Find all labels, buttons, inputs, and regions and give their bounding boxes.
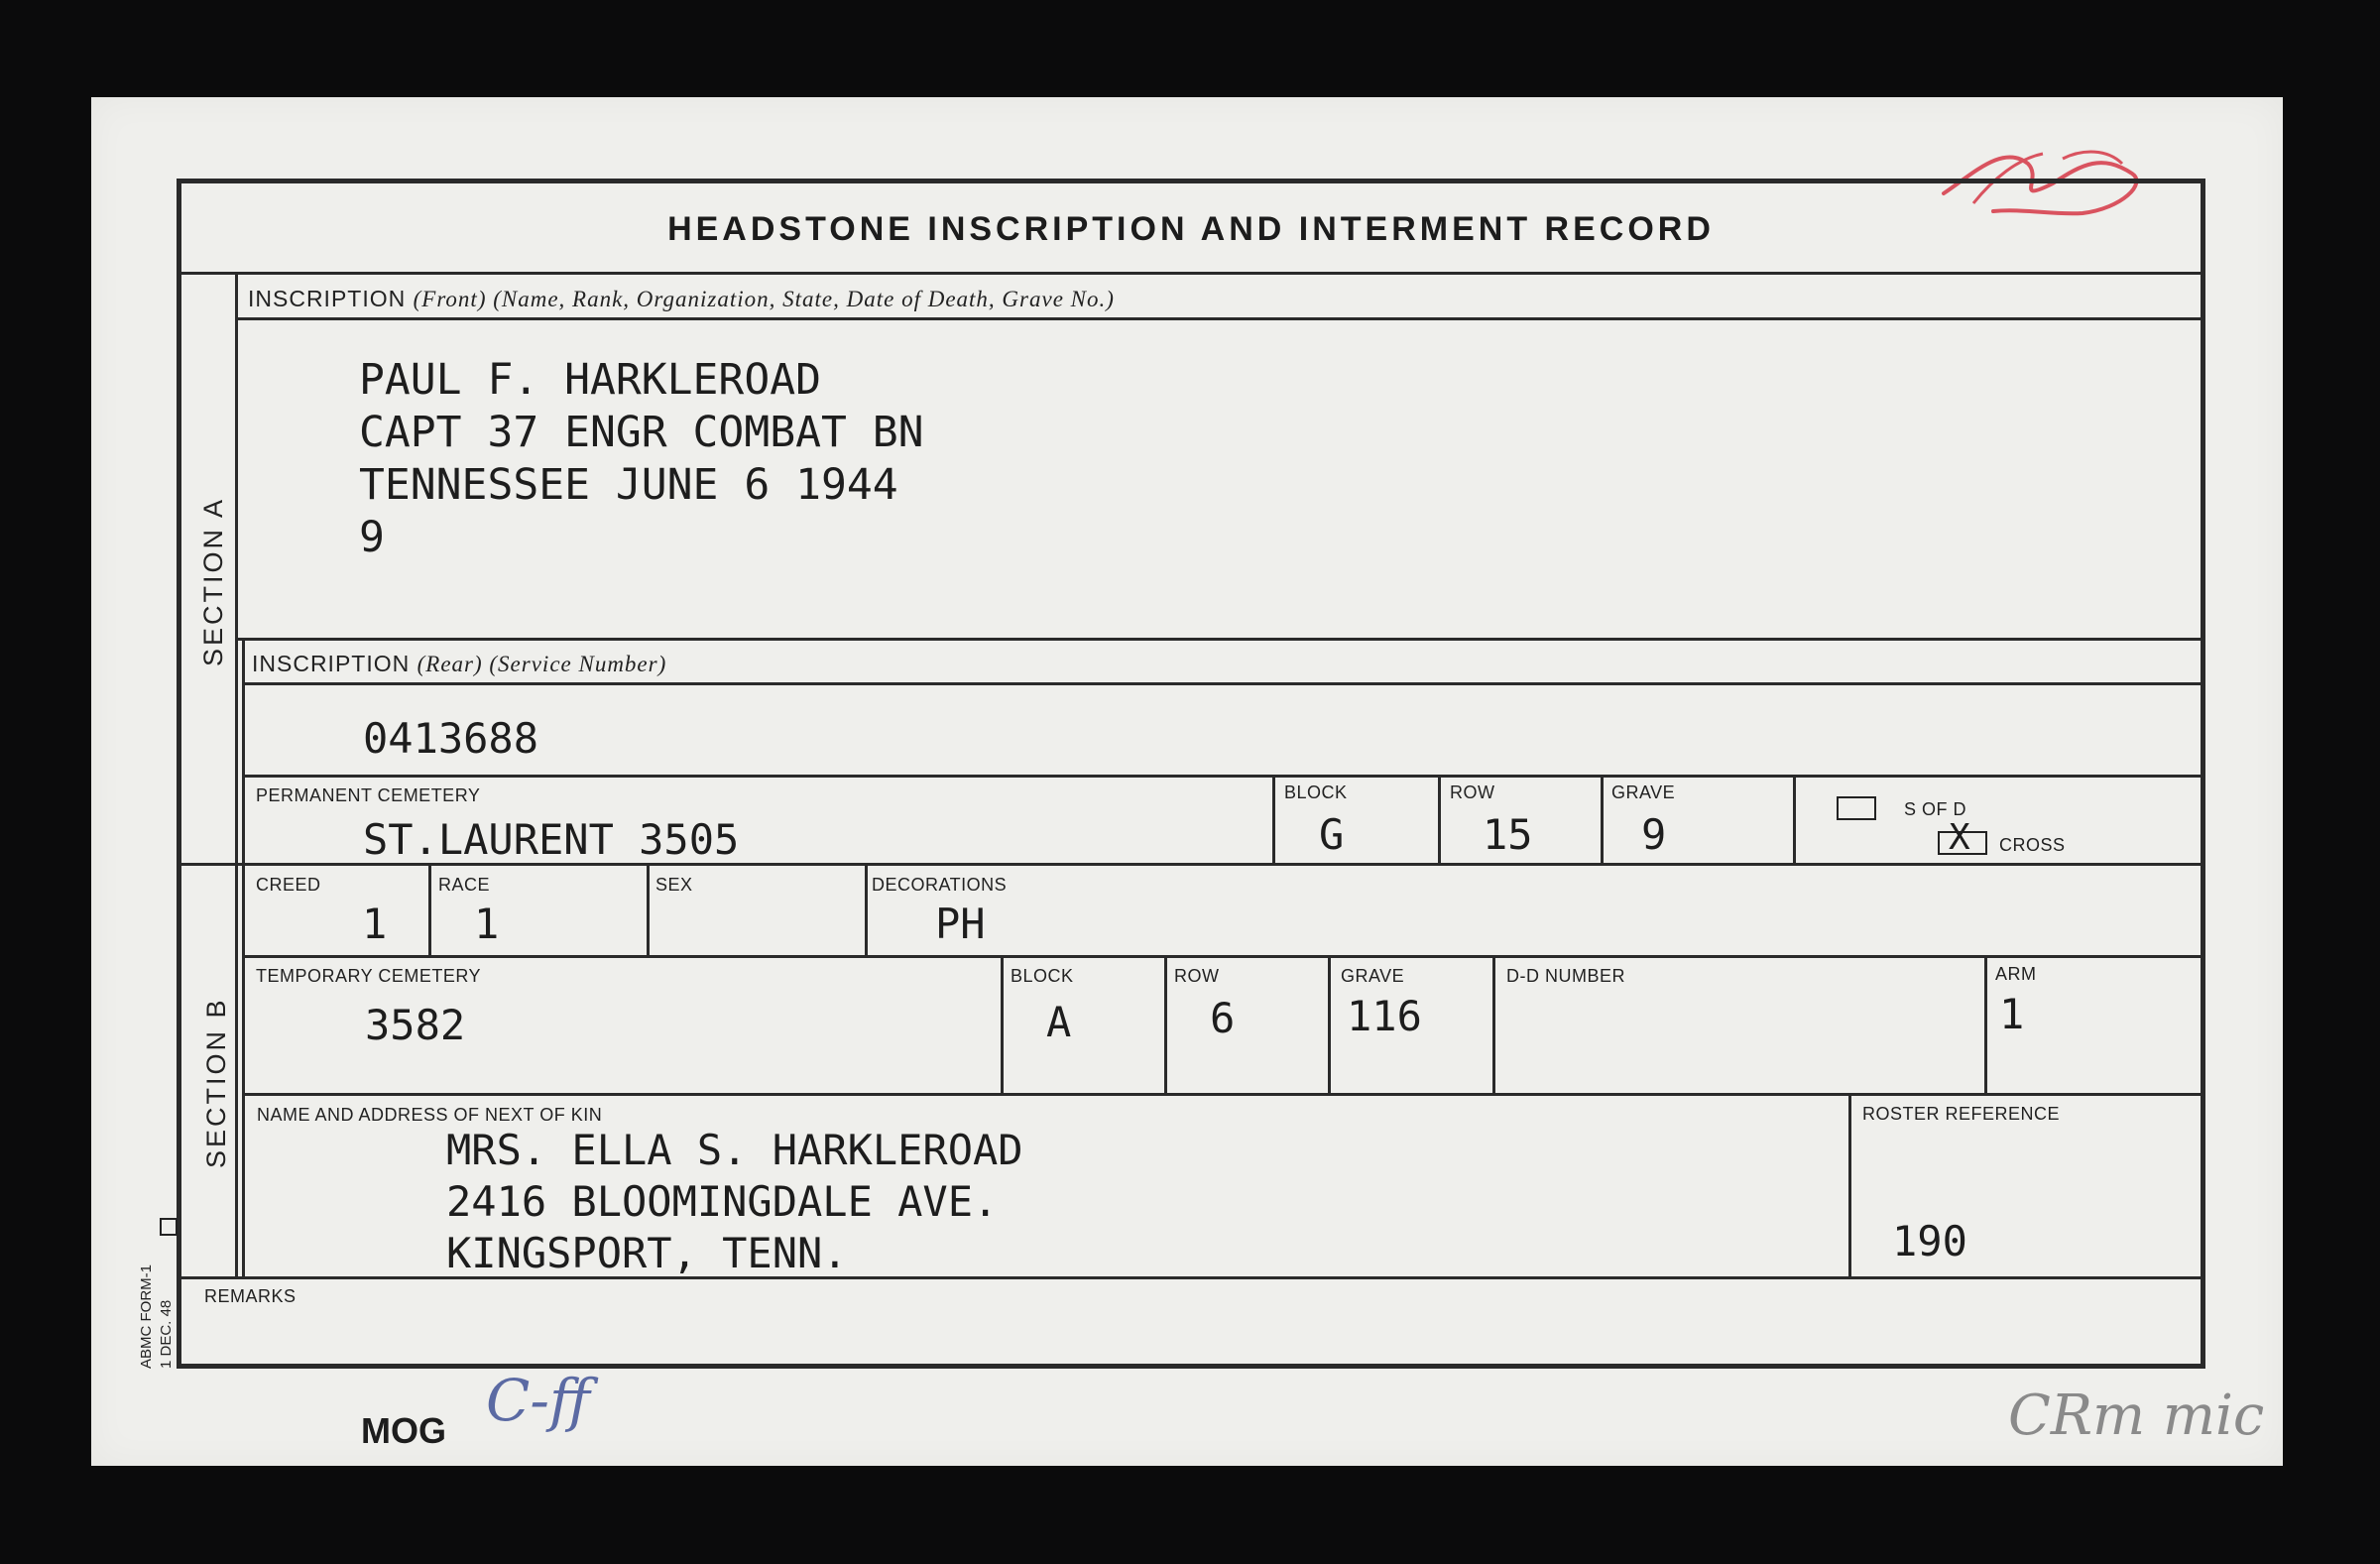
section-b-label: SECTION B — [201, 997, 231, 1168]
sex-label: SEX — [655, 875, 693, 895]
form-id-checkbox — [160, 1218, 178, 1236]
temp-grave-label: GRAVE — [1341, 966, 1405, 986]
handwritten-corner-note: CRm mic — [2008, 1384, 2265, 1448]
section-a-label: SECTION A — [198, 496, 228, 666]
form-id-line1: ABMC FORM-1 — [138, 1264, 155, 1369]
rear-label-divider — [242, 682, 2203, 685]
temporary-cemetery-label: TEMPORARY CEMETERY — [256, 966, 482, 986]
temp-dd-divider — [1492, 957, 1495, 1093]
form-title: HEADSTONE INSCRIPTION AND INTERMENT RECORD — [667, 210, 1715, 248]
next-of-kin-label: NAME AND ADDRESS OF NEXT OF KIN — [257, 1105, 603, 1125]
temp-grave-divider — [1328, 957, 1331, 1093]
temp-row-label: ROW — [1174, 966, 1220, 986]
perm-grave-label: GRAVE — [1611, 782, 1676, 802]
race-value: 1 — [474, 900, 500, 948]
perm-marker-divider — [1793, 775, 1796, 863]
temp-row-col-divider — [1164, 957, 1167, 1093]
decorations-label: DECORATIONS — [872, 875, 1008, 895]
s-of-d-checkbox — [1837, 796, 1876, 820]
roster-reference-value: 190 — [1892, 1217, 1967, 1265]
permanent-cemetery-value: ST.LAURENT 3505 — [363, 815, 740, 864]
race-divider — [647, 865, 650, 955]
inscription-rear-label: INSCRIPTION (Rear) (Service Number) — [252, 651, 667, 676]
dd-number-label: D-D NUMBER — [1506, 966, 1625, 986]
temp-arm-divider — [1984, 957, 1987, 1093]
decorations-value: PH — [935, 900, 986, 948]
form-id-line2: 1 DEC. 48 — [157, 1299, 175, 1369]
temp-grave-value: 116 — [1347, 992, 1422, 1040]
inscription-rear-hint: (Rear) (Service Number) — [416, 652, 667, 676]
temp-row-divider — [242, 1093, 2203, 1096]
handwritten-initials: C-ff — [486, 1367, 591, 1434]
perm-row-divider — [1438, 775, 1441, 863]
creed-value: 1 — [362, 900, 388, 948]
form-id — [137, 1264, 176, 1369]
temp-block-divider — [1001, 957, 1004, 1093]
sex-divider — [865, 865, 868, 955]
roster-divider — [1848, 1095, 1851, 1276]
perm-block-divider — [1272, 775, 1275, 863]
creed-divider — [428, 865, 431, 955]
inscription-front-label: INSCRIPTION (Front) (Name, Rank, Organization, State, Date of Death, Grave No.) — [248, 286, 1115, 311]
permanent-cemetery-label: PERMANENT CEMETERY — [256, 785, 481, 805]
perm-row-value: 15 — [1483, 810, 1533, 859]
next-of-kin-text: MRS. ELLA S. HARKLEROAD 2416 BLOOMINGDALE AVE. KINGSPORT, TENN. — [446, 1126, 1023, 1278]
cross-label: CROSS — [1999, 835, 2066, 855]
temp-row-value: 6 — [1210, 994, 1236, 1042]
temporary-cemetery-value: 3582 — [365, 1001, 466, 1049]
arm-value: 1 — [1999, 990, 2025, 1038]
temp-block-value: A — [1046, 998, 1072, 1046]
remarks-label: REMARKS — [204, 1286, 297, 1306]
title-divider — [178, 272, 2203, 275]
perm-block-label: BLOCK — [1284, 782, 1348, 802]
section-column-divider — [235, 274, 238, 1278]
inner-left-divider — [242, 638, 245, 1278]
front-label-divider — [237, 317, 2203, 320]
perm-grave-value: 9 — [1641, 810, 1667, 859]
creed-label: CREED — [256, 875, 321, 895]
cross-mark: X — [1949, 817, 1970, 858]
perm-row-label: ROW — [1450, 782, 1495, 802]
service-number: 0413688 — [363, 714, 539, 763]
inscription-front-hint: (Front) (Name, Rank, Organization, State, Date of Death, Grave No.) — [413, 287, 1115, 311]
creed-row-divider — [242, 955, 2203, 958]
rear-inscription-divider — [242, 775, 2203, 778]
s-of-d-label: S OF D — [1904, 799, 1967, 819]
perm-block-value: G — [1319, 810, 1345, 859]
temp-block-label: BLOCK — [1011, 966, 1074, 986]
bottom-stamp: MOG — [361, 1410, 446, 1451]
perm-grave-divider — [1601, 775, 1604, 863]
front-inscription-divider — [237, 638, 2203, 641]
roster-reference-label: ROSTER REFERENCE — [1862, 1104, 2061, 1124]
arm-label: ARM — [1995, 964, 2037, 984]
race-label: RACE — [438, 875, 491, 895]
inscription-front-text: PAUL F. HARKLEROAD CAPT 37 ENGR COMBAT BN TENNESSEE JUNE 6 1944 9 — [359, 355, 924, 562]
